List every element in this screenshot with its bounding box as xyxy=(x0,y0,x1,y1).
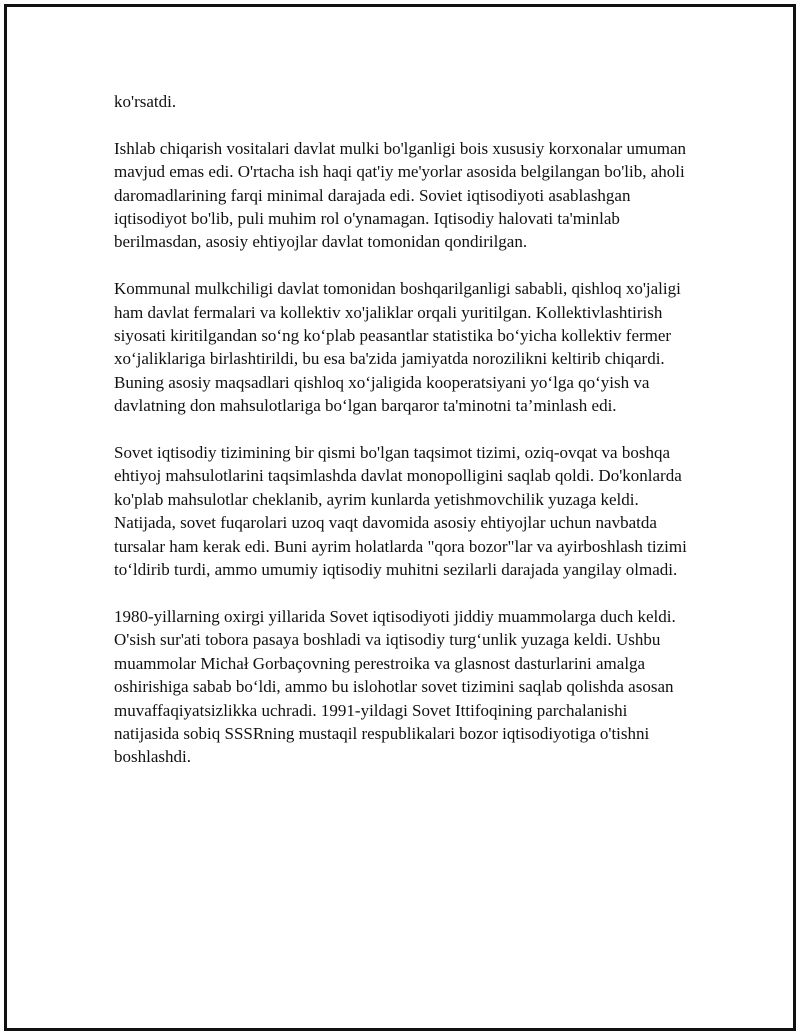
document-body xyxy=(114,90,689,792)
paragraph-fragment: ko'rsatdi. xyxy=(114,92,177,111)
paragraph-distribution-system: Sovet iqtisodiy tizimining bir qismi bo'lgan taqsimot tizimi, oziq-ovqat va boshqa ehtiyoj mahsulotlarini taqsimlashda davlat monopolligini saqlab qoldi. Do'konlarda ko'plab mahsulotlar cheklanib, ayrim kunlarda yetishmovchilik yuzaga keldi. Natijada, sovet fuqarolari uzoq vaqt davomida asosiy ehtiyojlar uchun navbatda tursalar ham kerak edi. Buni ayrim holatlarda "qora bozor"lar va ayirboshlash tizimi to‘ldirib turdi, ammo umumiy iqtisodiy muhitni sezilarli darajada yangilay olmadi. xyxy=(114,443,687,580)
paragraph-1980s-crisis: 1980-yillarning oxirgi yillarida Sovet iqtisodiyoti jiddiy muammolarga duch keldi. O'sish sur'ati tobora pasaya boshladi va iqtisodiy turg‘unlik yuzaga keldi. Ushbu muammolar Michał Gorbaçovning perestroika va glasnost dasturlarini amalga oshirishiga sabab bo‘ldi, ammo bu islohotlar sovet tizimini saqlab qolishda asosan muvaffaqiyatsizlikka uchradi. 1991-yildagi Sovet Ittifoqining parchalanishi natijasida sobiq SSSRning mustaqil respublikalari bozor iqtisodiyotiga o'tishni boshlashdi. xyxy=(114,606,676,767)
paragraph-means-of-production: Ishlab chiqarish vositalari davlat mulki bo'lganligi bois xususiy korxonalar umuman mavjud emas edi. O'rtacha ish haqi qat'iy me'yorlar asosida belgilangan bo'lib, aholi daromadlarining farqi minimal darajada edi. Soviet iqtisodiyoti asablashgan iqtisodiyot bo'lib, puli muhim rol o'ynamagan. Iqtisodiy halovati ta'minlab berilmasdan, asosiy ehtiyojlar davlat tomonidan qondirilgan. xyxy=(114,138,686,252)
paragraph-agriculture: Kommunal mulkchiligi davlat tomonidan boshqarilganligi sababli, qishloq xo'jaligi ham davlat fermalari va kollektiv xo'jaliklar orqali yuritilgan. Kollektivlashtirish siyosati kiritilgandan so‘ng ko‘plab peasantlar statistika bo‘yicha kollektiv fermer xo‘jaliklariga birlashtirildi, bu esa ba'zida jamiyatda norozilikni keltirib chiqardi. Buning asosiy maqsadlari qishloq xo‘jaligida kooperatsiyani yo‘lga qo‘yish va davlatning don mahsulotlariga bo‘lgan barqaror ta'minotni ta’minlash edi. xyxy=(114,279,681,416)
